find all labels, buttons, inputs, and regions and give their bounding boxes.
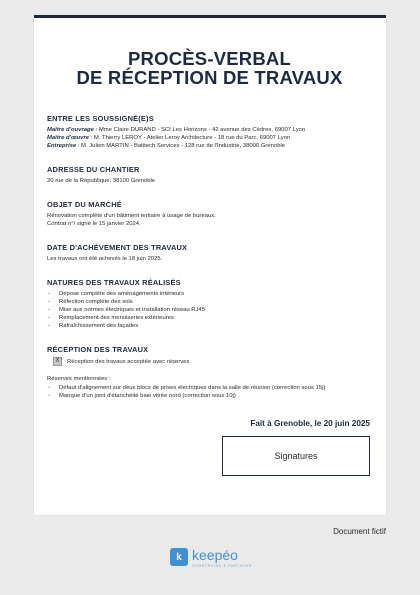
- natures-list: [47, 290, 372, 330]
- reception-checkbox-label: Réception des travaux acceptée avec réserves: [67, 358, 190, 365]
- reception-checkbox-row: [53, 357, 372, 366]
- reserves-list: [47, 384, 372, 400]
- logo-icon: k: [170, 548, 188, 566]
- soussignes-row: [47, 142, 372, 150]
- reception-checkbox: X: [53, 357, 62, 366]
- achevement-heading: DATE D'ACHÈVEMENT DES TRAVAUX: [47, 243, 188, 252]
- soussignes-label: Maître d'ouvrage: [47, 127, 94, 133]
- soussignes-label: Entreprise: [47, 143, 77, 149]
- document-title: [47, 49, 372, 87]
- list-item: - Mise aux normes électriques et installation réseau RJ45: [47, 306, 372, 314]
- logo-name: keepéo: [192, 547, 238, 563]
- logo-tagline: CONSTRUIRE & PARTAGER: [192, 564, 252, 568]
- objet-line-2: Contrat n°/ signé le 15 janvier 2024.: [47, 221, 141, 227]
- list-item: - Remplacement des menuiseries extérieures: [47, 314, 372, 322]
- signature-box: [222, 436, 370, 476]
- list-item: - Réfection complète des sols: [47, 298, 372, 306]
- title-line-1: PROCÈS-VERBAL: [128, 48, 291, 69]
- reception-heading: RÉCEPTION DES TRAVAUX: [47, 345, 149, 354]
- adresse-text: 20 rue de la République, 38100 Grenoble: [47, 178, 156, 184]
- achevement-text: Les travaux ont été achevés le 18 juin 2025.: [47, 256, 163, 262]
- list-item: - Défaut d'alignement sur deux blocs de prises électriques dans la salle de réunion (correction sous 15j): [47, 384, 372, 392]
- natures-heading: NATURES DES TRAVAUX RÉALISÉS: [47, 278, 181, 287]
- document-page: [34, 15, 386, 515]
- objet-line-1: Rénovation complète d'un bâtiment tertiaire à usage de bureaux.: [47, 213, 216, 219]
- soussignes-text: : Mme Claire DURAND - SCI Les Horizons - 42 avenue des Cèdres, 69007 Lyon: [93, 127, 306, 133]
- soussignes-text: : M. Thierry LEROY - Atelier Leroy Architecture - 18 rue du Parc, 69007 Lyon: [89, 135, 291, 141]
- adresse-heading: ADRESSE DU CHANTIER: [47, 165, 140, 174]
- signature-label: Signatures: [274, 451, 318, 461]
- list-item: - Manque d'un joint d'étanchéité baie vitrée nord (correction sous 10j): [47, 392, 372, 400]
- soussignes-row: [47, 134, 372, 142]
- soussignes-heading: ENTRE LES SOUSSIGNÉ(E)S: [47, 114, 154, 123]
- title-line-2: DE RÉCEPTION DE TRAVAUX: [76, 67, 343, 88]
- soussignes-label: Maître d'œuvre: [47, 135, 89, 141]
- soussignes-row: [47, 126, 372, 134]
- document-fictif-note: Document fictif: [333, 527, 386, 536]
- list-item: - Dépose complète des aménagements intérieurs: [47, 290, 372, 298]
- logo-text: [192, 548, 252, 568]
- fait-a-date: Fait à Grenoble, le 20 juin 2025: [250, 419, 370, 428]
- reserves-intro: Réserves mentionnées :: [47, 376, 111, 382]
- brand-logo: [170, 548, 252, 568]
- soussignes-text: : M. Julien MARTIN - Batitech Services - 128 rue de l'Industrie, 38000 Grenoble: [76, 143, 286, 149]
- objet-heading: OBJET DU MARCHÉ: [47, 200, 122, 209]
- list-item: - Rafraîchissement des façades: [47, 322, 372, 330]
